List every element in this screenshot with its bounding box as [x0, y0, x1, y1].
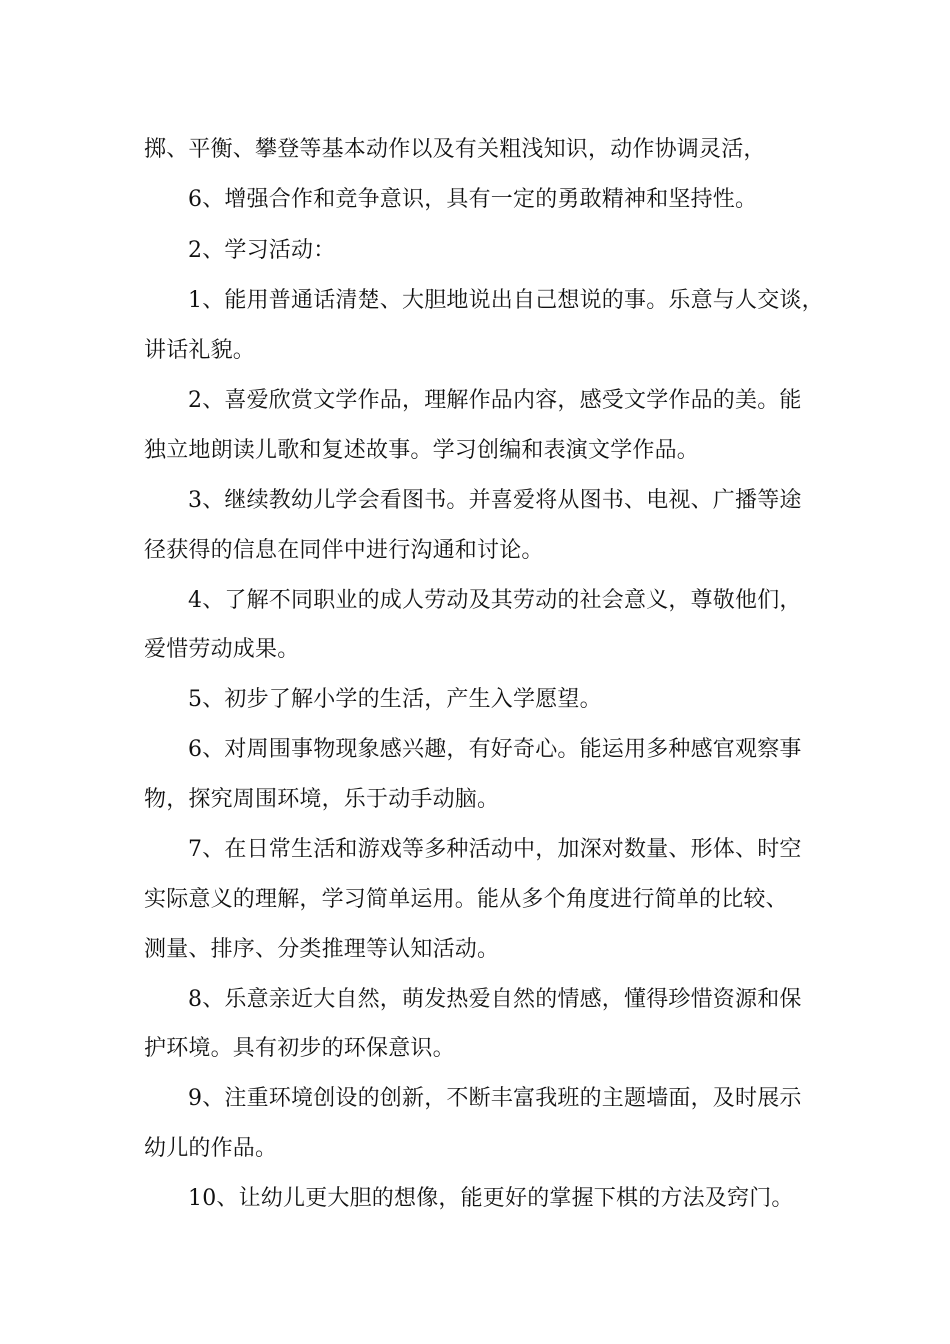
text-line-13: 6、对周围事物现象感兴趣，有好奇心。能运用多种感官观察事: [188, 737, 802, 762]
text-line-22: 10、让幼儿更大胆的想像，能更好的掌握下棋的方法及窍门。: [188, 1186, 794, 1211]
text-line-7: 独立地朗读儿歌和复述故事。学习创编和表演文学作品。: [144, 438, 700, 463]
text-line-16: 实际意义的理解，学习简单运用。能从多个角度进行简单的比较、: [144, 887, 788, 912]
text-line-17: 测量、排序、分类推理等认知活动。: [144, 937, 500, 962]
text-line-1: 掷、平衡、攀登等基本动作以及有关粗浅知识，动作协调灵活，: [144, 137, 766, 162]
text-line-20: 9、注重环境创设的创新，不断丰富我班的主题墙面，及时展示: [188, 1086, 802, 1111]
text-line-11: 爱惜劳动成果。: [144, 637, 300, 662]
text-line-18: 8、乐意亲近大自然，萌发热爱自然的情感，懂得珍惜资源和保: [188, 987, 802, 1012]
text-line-15: 7、在日常生活和游戏等多种活动中，加深对数量、形体、时空: [188, 837, 802, 862]
text-line-5: 讲话礼貌。: [144, 338, 256, 363]
text-line-9: 径获得的信息在同伴中进行沟通和讨论。: [144, 538, 544, 563]
text-line-8: 3、继续教幼儿学会看图书。并喜爱将从图书、电视、广播等途: [188, 488, 802, 513]
text-line-3: 2、学习活动：: [188, 238, 336, 263]
text-line-12: 5、初步了解小学的生活，产生入学愿望。: [188, 687, 602, 712]
text-line-4: 1、能用普通话清楚、大胆地说出自己想说的事。乐意与人交谈，: [188, 288, 824, 313]
text-line-21: 幼儿的作品。: [144, 1136, 278, 1161]
text-line-6: 2、喜爱欣赏文学作品，理解作品内容，感受文学作品的美。能: [188, 388, 802, 413]
text-line-14: 物，探究周围环境，乐于动手动脑。: [144, 787, 500, 812]
text-line-2: 6、增强合作和竞争意识，具有一定的勇敢精神和坚持性。: [188, 187, 758, 212]
text-line-19: 护环境。具有初步的环保意识。: [144, 1036, 455, 1061]
text-line-10: 4、了解不同职业的成人劳动及其劳动的社会意义，尊敬他们，: [188, 588, 802, 613]
